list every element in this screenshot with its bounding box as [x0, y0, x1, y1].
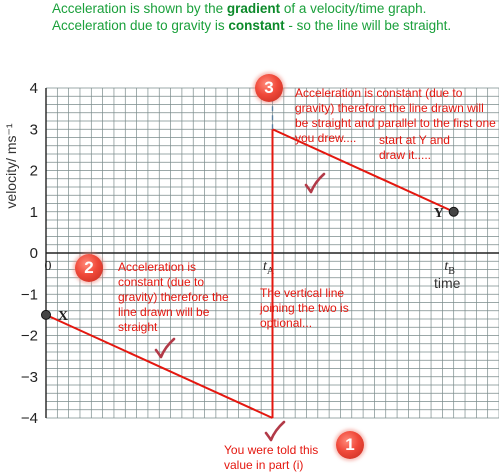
y-tick-label: −2 [20, 327, 38, 345]
step-badge-3: 3 [255, 74, 283, 102]
y-tick-label: −4 [20, 410, 38, 427]
annotation-line-2: Acceleration is constant (due to gravity) therefore the line drawn will be straight [118, 260, 229, 334]
intro-bold-gradient: gradient [226, 1, 281, 16]
x-tick-subscript: A [266, 266, 275, 277]
intro-part-3: - so the line will be straight. [284, 18, 452, 33]
annotation-line-3: Acceleration is constant (due to gravity) therefore the line drawn will be straight and parallel to the first one you drew.... [295, 86, 496, 145]
step-badge-2: 2 [75, 254, 103, 282]
intro-part-2: of a velocity/time graph. Acceleration due to gravity is [52, 1, 427, 33]
y-tick-label: 0 [29, 245, 38, 262]
step-badge-1: 1 [336, 431, 364, 459]
y-tick-label: 4 [29, 80, 38, 97]
y-tick-label: 3 [29, 121, 38, 139]
point-y [449, 207, 458, 216]
y-tick-label: 2 [29, 162, 38, 180]
y-tick-label: −3 [20, 368, 38, 386]
intro-bold-constant: constant [228, 18, 285, 33]
point-label-x: X [58, 308, 69, 324]
intro-part-1: Acceleration is shown by the [52, 1, 227, 16]
annotation-vertical-line: The vertical line joining the two is optional... [260, 286, 349, 330]
checkmark-lower [156, 339, 174, 357]
x-tick-subscript: B [448, 266, 455, 277]
x-tick-label: 0 [44, 259, 52, 274]
annotation-start-at-y: start at Y and draw it..... [379, 133, 450, 162]
checkmark-bottom [266, 422, 284, 440]
x-tick-label: $t_B$ [444, 259, 455, 277]
point-label-y: Y [433, 205, 444, 221]
y-tick-label: −1 [20, 286, 38, 304]
y-tick-label: 1 [29, 203, 38, 221]
y-axis-label: velocity/ ms⁻¹ [3, 123, 19, 209]
point-x [42, 310, 51, 319]
x-tick-label: $t_A$ [262, 259, 275, 277]
annotation-part-i: You were told this value in part (i) [224, 443, 319, 472]
x-axis-label: time [434, 275, 461, 291]
checkmark-upper [306, 174, 324, 192]
